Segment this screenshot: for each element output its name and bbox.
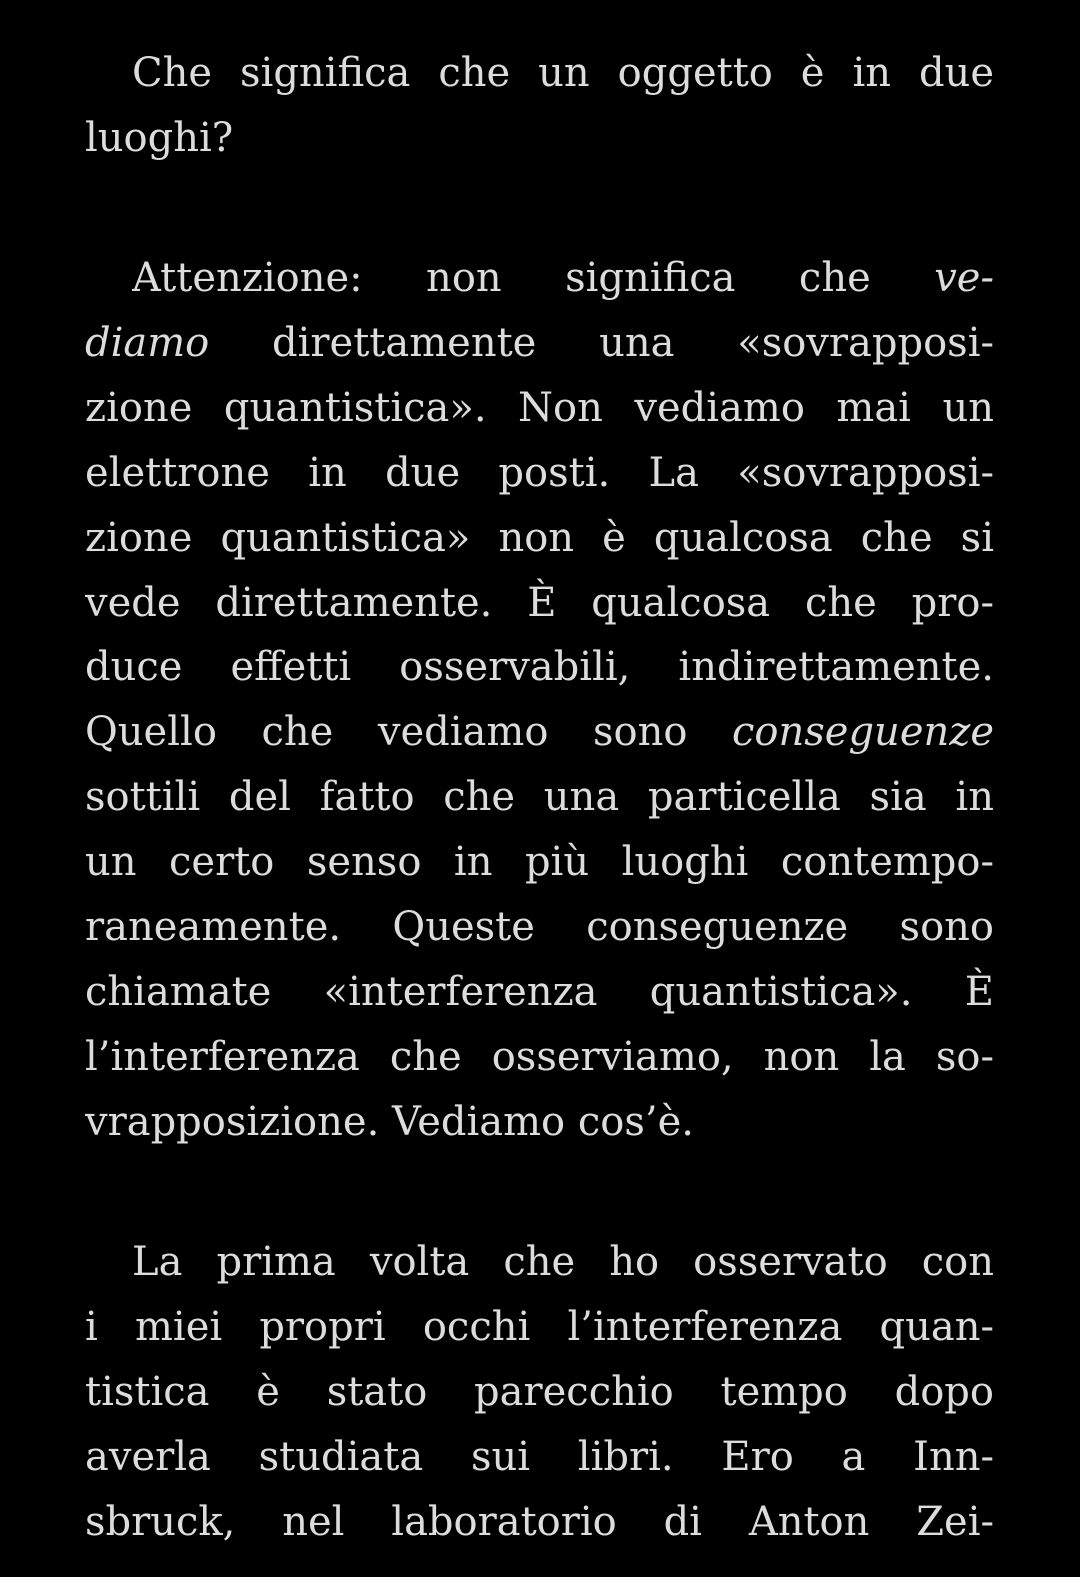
text-line: Quello che vediamo sono conseguenze	[85, 709, 994, 755]
text-line: zione quantistica» non è qualcosa che si	[85, 515, 994, 561]
text-line: duce effetti osservabili, indirettamente.	[85, 644, 994, 690]
text-line: sbruck, nel laboratorio di Anton Zei-	[85, 1499, 994, 1545]
text-line: i miei propri occhi l’interferenza quan-	[85, 1304, 994, 1350]
italic-text: ve-	[934, 255, 994, 301]
italic-text: diamo	[85, 320, 210, 366]
text-line: averla studiata sui libri. Ero a Inn-	[85, 1434, 994, 1480]
text-line: sottili del fatto che una particella sia in	[85, 774, 994, 820]
text-line: luoghi?	[85, 115, 234, 161]
text-line: vede direttamente. È qualcosa che pro-	[85, 580, 994, 626]
text-line: La prima volta che ho osservato con	[132, 1239, 994, 1285]
text-line: l’interferenza che osserviamo, non la so-	[85, 1034, 994, 1080]
text-line: diamo direttamente una «sovrapposi-	[85, 320, 994, 366]
text-line: Che significa che un oggetto è in due	[132, 50, 994, 96]
text-line: vrapposizione. Vediamo cos’è.	[85, 1099, 694, 1145]
text-line: tistica è stato parecchio tempo dopo	[85, 1369, 994, 1415]
text-line: elettrone in due posti. La «sovrapposi-	[85, 450, 994, 496]
text-line: raneamente. Queste conseguenze sono	[85, 904, 994, 950]
text-line: un certo senso in più luoghi contempo-	[85, 839, 994, 885]
text-line: zione quantistica». Non vediamo mai un	[85, 385, 994, 431]
text-line: chiamate «interferenza quantistica». È	[85, 969, 994, 1015]
text-line: Attenzione: non significa che ve-	[132, 255, 994, 301]
italic-text: conseguenze	[732, 709, 994, 755]
